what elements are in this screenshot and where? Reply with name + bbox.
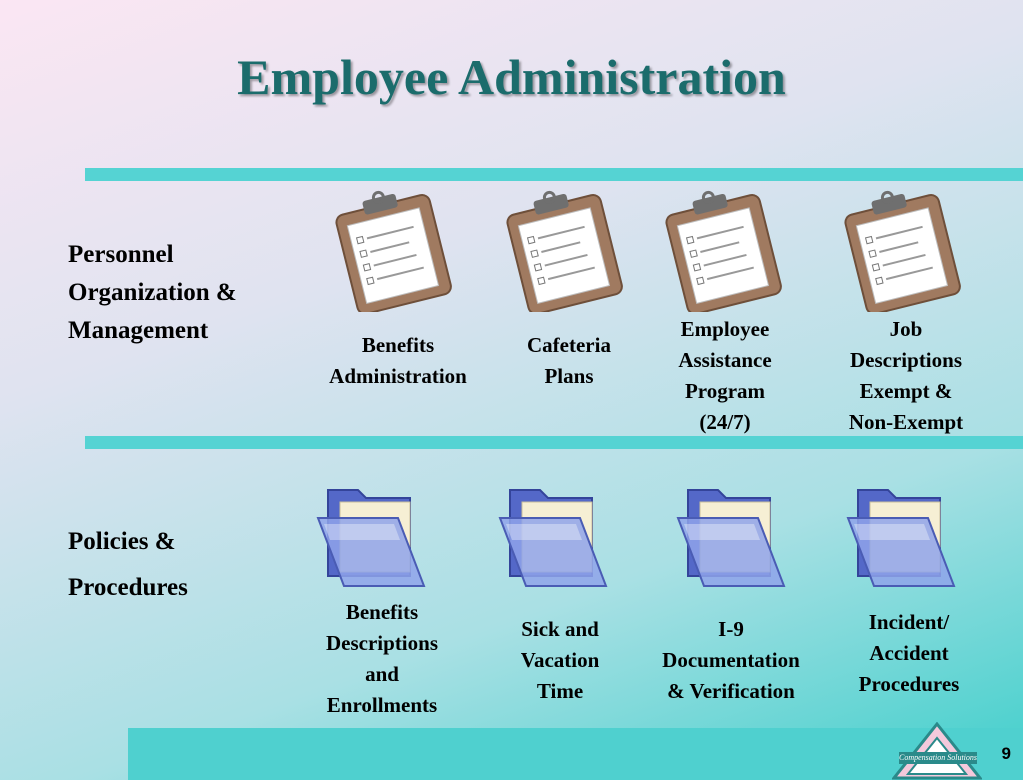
caption-line: Employee xyxy=(680,317,770,341)
item-caption xyxy=(304,330,492,392)
item-incident-accident-procedures[interactable] xyxy=(838,480,980,725)
caption-line: Descriptions xyxy=(850,348,962,372)
caption-line: and xyxy=(365,662,399,686)
section-label-personnel xyxy=(68,236,237,350)
caption-line: Exempt & xyxy=(859,379,953,403)
divider-band-top xyxy=(85,168,1023,181)
item-benefits-administration[interactable] xyxy=(304,190,492,390)
caption-line: I-9 xyxy=(718,617,744,641)
caption-line: Cafeteria xyxy=(527,333,611,357)
caption-line: & Verification xyxy=(667,679,795,703)
item-caption xyxy=(838,607,980,700)
caption-line: Procedures xyxy=(858,672,960,696)
folder-icon xyxy=(674,480,790,590)
caption-line: Assistance xyxy=(678,348,772,372)
section-label-line: Policies & xyxy=(68,528,176,555)
folder-icon xyxy=(496,480,612,590)
caption-line: Time xyxy=(536,679,584,703)
section-label-policies xyxy=(68,519,188,611)
caption-line: Accident xyxy=(869,641,949,665)
item-employee-assistance-program[interactable] xyxy=(645,190,805,440)
item-benefits-descriptions[interactable] xyxy=(304,480,460,725)
caption-line: Enrollments xyxy=(326,693,438,717)
caption-line: (24/7) xyxy=(699,410,751,434)
folder-icon xyxy=(844,480,960,590)
item-sick-and-vacation-time[interactable] xyxy=(496,480,624,725)
caption-line: Administration xyxy=(329,364,467,388)
footer-band xyxy=(128,728,1023,780)
item-i9-documentation[interactable] xyxy=(640,480,822,725)
slide-title: Employee Administration xyxy=(237,49,786,105)
folder-icon xyxy=(314,480,430,590)
section-label-line: Management xyxy=(68,317,209,344)
caption-line: Benefits xyxy=(345,600,419,624)
caption-line: Benefits xyxy=(361,333,435,357)
caption-line: Incident/ xyxy=(868,610,950,634)
page-number: 9 xyxy=(1001,744,1011,763)
caption-line: Sick and xyxy=(521,617,599,641)
section-label-line: Personnel xyxy=(68,241,174,268)
clipboard-icon xyxy=(651,190,791,312)
caption-line: Documentation xyxy=(662,648,800,672)
section-label-line: Procedures xyxy=(68,574,188,601)
clipboard-icon xyxy=(492,190,632,312)
item-cafeteria-plans[interactable] xyxy=(484,190,654,390)
clipboard-icon xyxy=(830,190,970,312)
item-caption xyxy=(496,614,624,707)
item-job-descriptions[interactable] xyxy=(818,190,994,440)
caption-line: Job xyxy=(889,317,923,341)
section-label-line: Organization & xyxy=(68,279,237,306)
item-caption xyxy=(645,314,805,438)
caption-line: Descriptions xyxy=(326,631,438,655)
caption-line: Non-Exempt xyxy=(848,410,964,434)
company-logo xyxy=(892,722,982,780)
item-caption xyxy=(818,314,994,438)
caption-line: Program xyxy=(684,379,766,403)
caption-line: Plans xyxy=(544,364,594,388)
item-caption xyxy=(484,330,654,392)
logo-text: Compensation Solutions xyxy=(899,753,978,762)
item-caption xyxy=(304,597,460,721)
item-caption xyxy=(640,614,822,707)
clipboard-icon xyxy=(321,190,461,312)
caption-line: Vacation xyxy=(520,648,600,672)
